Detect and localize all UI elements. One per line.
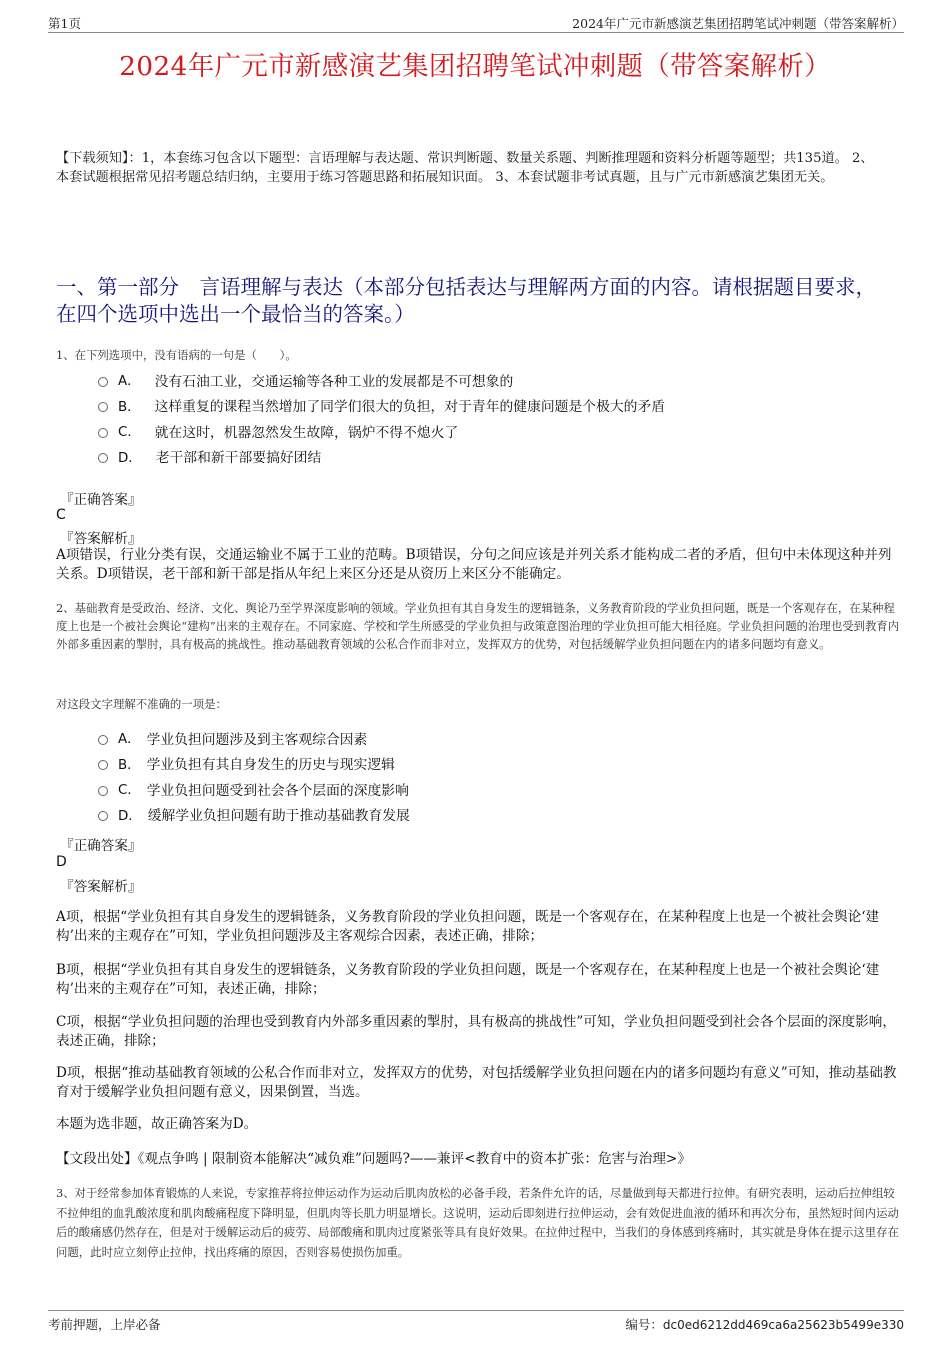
option-text: 学业负担有其自身发生的历史与现实逻辑 xyxy=(146,757,395,774)
q2-analysis-c: C项，根据“学业负担问题的治理也受到教育内外部多重因素的掣肘，具有极高的挑战性”可知，学业负担问题受到社会各个层面的深度影响，表述正确，排除； xyxy=(56,1014,896,1049)
q1-analysis: A项错误，行业分类有误，交通运输业不属于工业的范畴。B项错误，分句之间应该是并列关系才能构成二者的矛盾，但句中未体现这种并列关系。D项错误，老干部和新干部是指从年纪上来区分还是从资历上来区分不能确定。 xyxy=(56,547,892,582)
q2-option-b[interactable] xyxy=(98,751,890,777)
option-letter: B． xyxy=(118,399,141,415)
option-letter: D． xyxy=(118,808,142,824)
option-text: 就在这时，机器忽然发生故障，锅炉不得不熄火了 xyxy=(154,424,459,441)
radio-button[interactable] xyxy=(98,428,108,438)
page-title: 2024年广元市新感演艺集团招聘笔试冲刺题（带答案解析） xyxy=(119,51,831,82)
download-notice: 【下载须知】：1，本套练习包含以下题型：言语理解与表达题、常识判断题、数量关系题、判断推理题和资料分析题等题型；共135道。 2、本套试题根据常见招考题总结归纳，主要用于练习答题思路和拓展知识面。 3、本套试题非考试真题，且与广元市新感演艺集团无关。 xyxy=(56,151,874,185)
q2-source: 【文段出处】《观点争鸣 | 限制资本能解决“减负难”问题吗?——兼评<教育中的资本扩张：危害与治理>》 xyxy=(56,1151,691,1167)
q1-answer: C xyxy=(56,507,66,523)
q2-conclusion: 本题为选非题，故正确答案为D。 xyxy=(56,1116,258,1132)
q1-analysis-label: 『答案解析』 xyxy=(60,531,142,547)
page-header xyxy=(48,12,904,33)
section-heading: 一、第一部分 言语理解与表达（本部分包括表达与理解两方面的内容。请根据题目要求，在四个选项中选出一个最恰当的答案。） xyxy=(56,275,876,326)
radio-button[interactable] xyxy=(98,735,108,745)
radio-button[interactable] xyxy=(98,786,108,796)
option-letter: C． xyxy=(118,425,141,441)
option-text: 缓解学业负担问题有助于推动基础教育发展 xyxy=(147,808,410,825)
q2-option-c[interactable] xyxy=(98,776,890,802)
radio-button[interactable] xyxy=(98,811,108,821)
radio-button[interactable] xyxy=(98,760,108,770)
q1-option-d[interactable] xyxy=(98,444,890,470)
q1-option-a[interactable] xyxy=(98,367,890,393)
q3-passage: 3、对于经常参加体育锻炼的人来说，专家推荐将拉伸运动作为运动后肌肉放松的必备手段，若条件允许的话，尽量做到每天都进行拉伸。有研究表明，运动后拉伸组较不拉伸组的血乳酸浓度和肌肉酸痛程度下降明显，但肌肉等长肌力明显增长。这说明，运动后即刻进行拉伸运动，会有效促进血液的循环和再次分布，虽然短时间内运动后的酸痛感仍然存在，但是对于缓解运动后的疲劳、局部酸痛和肌肉过度紧张等具有良好效果。在拉伸过程中，当我们的身体感到疼痛时，其实就是身体在提示这里存在问题，此时应立刻停止拉伸，找出疼痛的原因，否则容易使损伤加重。 xyxy=(56,1186,899,1259)
q2-analysis-a: A项，根据“学业负担有其自身发生的逻辑链条，义务教育阶段的学业负担问题，既是一个客观存在，在某种程度上也是一个被社会舆论‘建构’出来的主观存在”可知，学业负担问题涉及主客观综合因素，表述正确，排除； xyxy=(56,909,880,944)
option-text: 学业负担问题受到社会各个层面的深度影响 xyxy=(146,782,409,799)
q2-option-a[interactable] xyxy=(98,725,890,751)
header-doc-title: 2024年广元市新感演艺集团招聘笔试冲刺题（带答案解析） xyxy=(572,16,904,31)
option-text: 这样重复的课程当然增加了同学们很大的负担，对于青年的健康问题是个极大的矛盾 xyxy=(154,399,666,416)
q1-option-c[interactable] xyxy=(98,418,890,444)
footer-code-label: 编号： xyxy=(625,1317,663,1332)
q2-answer: D xyxy=(56,854,67,870)
page-footer xyxy=(48,1310,904,1333)
option-letter: A． xyxy=(118,374,141,390)
q2-option-d[interactable] xyxy=(98,802,890,828)
q2-options xyxy=(98,725,890,827)
option-text: 学业负担问题涉及到主客观综合因素 xyxy=(146,731,368,748)
option-letter: D． xyxy=(118,450,142,466)
footer-slogan: 考前押题，上岸必备 xyxy=(48,1317,161,1332)
footer-code xyxy=(625,1315,904,1333)
footer-code-value: dc0ed6212dd469ca6a25623b5499e330 xyxy=(662,1318,904,1332)
option-letter: A． xyxy=(118,732,141,748)
q2-answer-label: 『正确答案』 xyxy=(60,838,142,854)
page-number: 第1页 xyxy=(48,16,81,31)
q1-options xyxy=(98,367,890,469)
radio-button[interactable] xyxy=(98,402,108,412)
q2-analysis-b: B项，根据“学业负担有其自身发生的逻辑链条，义务教育阶段的学业负担问题，既是一个客观存在，在某种程度上也是一个被社会舆论‘建构’出来的主观存在”可知，表述正确，排除； xyxy=(56,962,880,997)
q1-option-b[interactable] xyxy=(98,393,890,419)
option-text: 没有石油工业，交通运输等各种工业的发展都是不可想象的 xyxy=(154,373,514,390)
radio-button[interactable] xyxy=(98,453,108,463)
option-text: 老干部和新干部要搞好团结 xyxy=(155,450,322,467)
q2-stem: 对这段文字理解不准确的一项是： xyxy=(56,697,227,711)
option-letter: C． xyxy=(118,783,141,799)
radio-button[interactable] xyxy=(98,377,108,387)
q1-stem: 1、在下列选项中，没有语病的一句是（ ）。 xyxy=(56,348,297,362)
q2-analysis-d: D项，根据“推动基础教育领域的公私合作而非对立，发挥双方的优势，对包括缓解学业负担问题在内的诸多问题均有意义”可知，推动基础教育对于缓解学业负担问题有意义，因果倒置，当选。 xyxy=(56,1065,897,1100)
q2-passage: 2、基础教育是受政治、经济、文化、舆论乃至学界深度影响的领域。学业负担有其自身发生的逻辑链条，义务教育阶段的学业负担问题，既是一个客观存在，在某种程度上也是一个被社会舆论“建构”出来的主观存在。不同家庭、学校和学生所感受的学业负担与政策意图治理的学业负担可能大相径庭。学业负担问题的治理也受到教育内外部多重因素的掣肘，具有极高的挑战性。推动基础教育领域的公私合作而非对立，发挥双方的优势，对包括缓解学业负担问题在内的诸多问题均有意义。 xyxy=(56,601,900,651)
q1-answer-label: 『正确答案』 xyxy=(60,492,142,508)
q2-analysis-label: 『答案解析』 xyxy=(60,879,142,895)
option-letter: B． xyxy=(118,757,141,773)
